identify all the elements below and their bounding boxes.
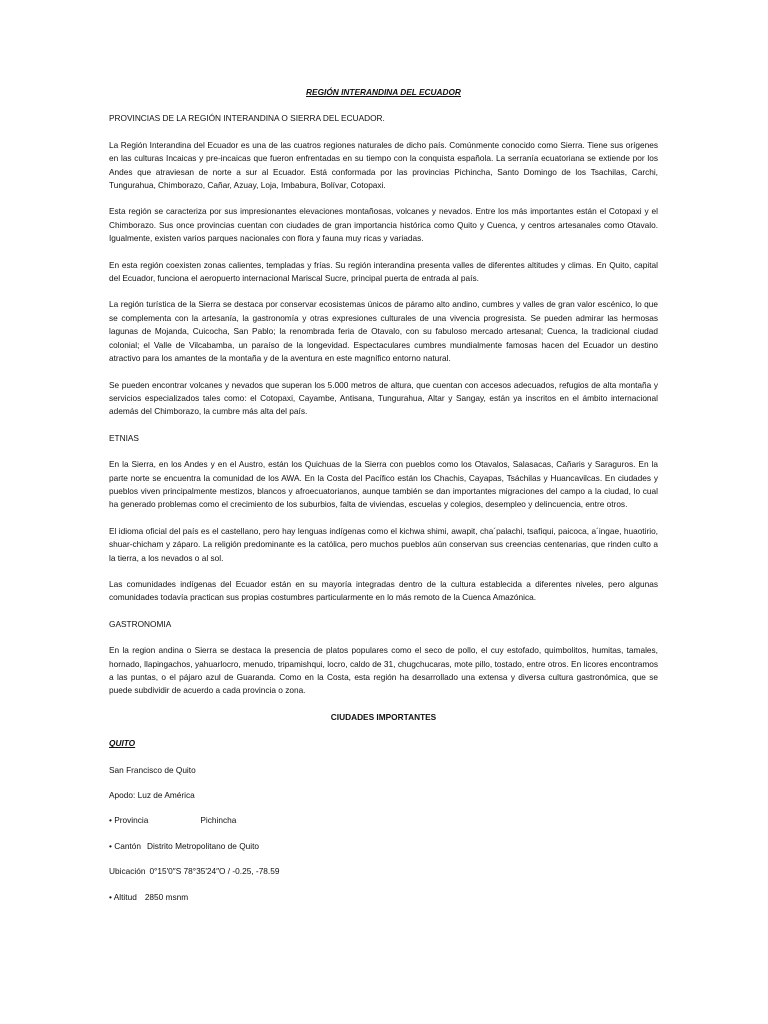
city-name: QUITO [109, 738, 136, 749]
paragraph-gastronomia: En la region andina o Sierra se destaca la presencia de platos populares como el seco de pollo, el cuy estofado, quimbolitos, humitas, tamales, hornado, llapingachos, yahuarlocro, menudo, tripamishqui, locro, caldo de 31, chugchucaras, mote pillo, tostado, entre otros. En licores encontramos a las puntas, o el pájaro azul de Guaranda. Como en la Costa, esta región ha desarrollado una extensa y diversa cultura gastronómica, que se puede subdividir de acuerdo a cada provincia o zona. [109, 645, 658, 696]
city-altitud [109, 891, 658, 904]
city-apodo: Apodo: Luz de América [109, 790, 195, 801]
paragraph-etnias-3: Las comunidades indígenas del Ecuador están en su mayoría integradas dentro de la cultura establecida a diferentes niveles, pero algunas comunidades todavía practican sus propias costumbres particularmente en lo más remoto de la Cuenca Amazónica. [109, 578, 658, 603]
paragraph-etnias-2: El idioma oficial del país es el castellano, pero hay lenguas indígenas como el kichwa shimi, awapit, cha´palachi, tsafiqui, paicoca, a´ingae, huaotirio, shuar-chicham y záparo. La religión predominante es la católica, pero muchos pueblos aún conservan sus creencias centenarias, que rinden culto a la tierra, a los nevados o al sol. [109, 525, 658, 563]
city-provincia [109, 814, 658, 827]
paragraph-etnias-1: En la Sierra, en los Andes y en el Austro, están los Quichuas de la Sierra con pueblos como los Otavalos, Salasacas, Cañaris y Saraguros. En la parte norte se encuentra la comunidad de los AWA. En la Costa del Pacífico están los Chachis, Cayapas, Tsáchilas y Huancavilcas. En ciudades y pueblos viven principalmente mestizos, blancos y afroecuatorianos, aunque también se dan importantes migraciones del campo a la ciudad, lo cual ha generado problemas como el crecimiento de los suburbios, falta de viviendas, escuelas y colegios, desempleo y delincuencia, entre otros. [109, 459, 658, 510]
city-ubicacion [109, 865, 658, 878]
altitud-value: 2850 msnm [144, 891, 189, 902]
paragraph-intro-4: La región turística de la Sierra se destaca por conservar ecosistemas únicos de páramo alto andino, cumbres y valles de gran valor escénico, lo que se complementa con la artesanía, la gastronomía y otras expresiones culturales de una vivencia progresista. Se pueden admirar las hermosas lagunas de Mojanda, Cuicocha, San Pablo; la renombrada feria de Otavalo, con su fabuloso mercado artesanal; Cuenca, la tradicional ciudad colonial; el Valle de Vilcabamba, un paraíso de la longevidad. Espectaculares cumbres mundialmente famosas hacen del Ecuador un destino atractivo para los amantes de la montaña y de la aventura en este magnífico entorno natural. [109, 299, 658, 364]
paragraph-intro-5: Se pueden encontrar volcanes y nevados que superan los 5.000 metros de altura, que cuentan con accesos adecuados, refugios de alta montaña y servicios especializados tales como: el Cotopaxi, Cayambe, Antisana, Tungurahua, Altar y Sangay, están ya inscritos en el ámbito internacional además del Chimborazo, la cumbre más alta del país. [109, 379, 658, 417]
canton-value: Distrito Metropolitano de Quito [146, 840, 260, 851]
paragraph-intro-1: La Región Interandina del Ecuador es una de las cuatros regiones naturales de dicho país. Comúnmente conocido como Sierra. Tiene sus orígenes en las culturas Incaicas y pre-incaicas que fueron enfrentadas en su tiempo con la conquista española. La serranía ecuatoriana se extiende por los Andes que atraviesan de norte a sur al Ecuador. Está conformada por las provincias Pichincha, Santo Domingo de los Tsachilas, Carchi, Tungurahua, Chimborazo, Cañar, Azuay, Loja, Imbabura, Bolívar, Cotopaxi. [109, 139, 658, 191]
heading-etnias: ETNIAS [109, 432, 139, 443]
provincia-value: Pichincha [200, 815, 237, 826]
heading-ciudades: CIUDADES IMPORTANTES [330, 711, 437, 722]
city-canton [109, 840, 658, 853]
paragraph-intro-2: Esta región se caracteriza por sus impresionantes elevaciones montañosas, volcanes y nevados. Entre los más importantes están el Cotopaxi y el Chimborazo. Sus once provincias cuentan con ciudades de gran importancia histórica como Quito y Cuenca, y centros artesanales como Otavalo. Igualmente, existen varios parques nacionales con flora y fauna muy ricas y variadas. [109, 206, 658, 244]
ubicacion-value: 0°15′0″S 78°35′24″O / -0.25, -78.59 [149, 866, 280, 877]
document-page [109, 86, 658, 916]
city-full-name: San Francisco de Quito [109, 764, 196, 775]
heading-provincias: PROVINCIAS DE LA REGIÓN INTERANDINA O SIERRA DEL ECUADOR. [109, 113, 385, 124]
altitud-label: • Altitud [109, 891, 137, 902]
heading-gastronomia: GASTRONOMIA [109, 618, 172, 629]
canton-label: • Cantón [109, 840, 141, 851]
document-title: REGIÓN INTERANDINA DEL ECUADOR [306, 87, 461, 97]
provincia-label: • Provincia [109, 815, 149, 826]
paragraph-intro-3: En esta región coexisten zonas calientes, templadas y frías. Su región interandina presenta valles de diferentes altitudes y climas. En Quito, capital del Ecuador, funciona el aeropuerto internacional Mariscal Sucre, principal puerta de entrada al país. [109, 259, 658, 284]
ubicacion-label: Ubicación [109, 866, 146, 877]
